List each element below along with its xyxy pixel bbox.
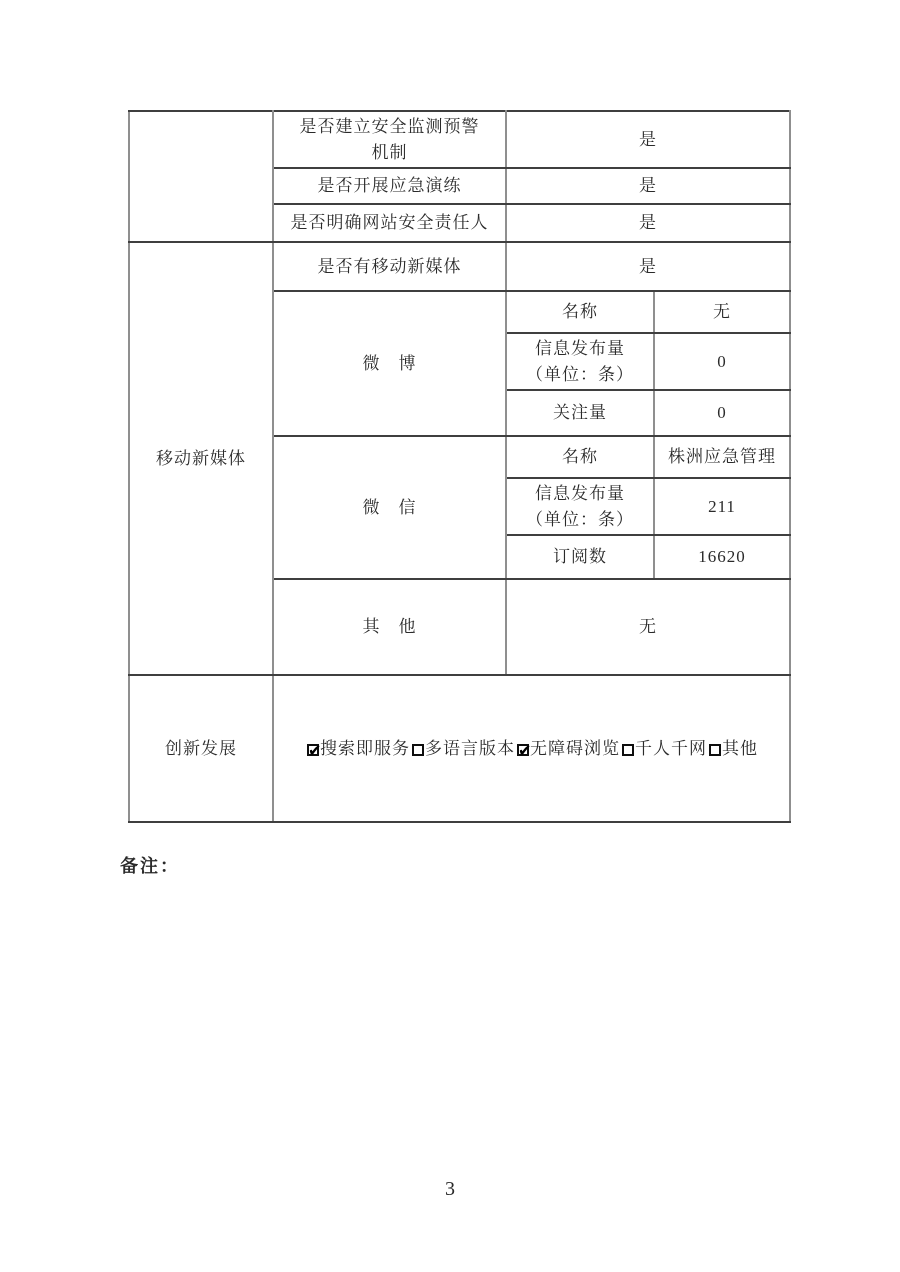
innovation-checkbox-0	[307, 744, 319, 756]
table-row	[129, 675, 790, 822]
weibo-name-value: 无	[654, 291, 790, 333]
innovation-option-label: 多语言版本	[425, 738, 515, 758]
page-number: 3	[445, 1178, 455, 1200]
table-row	[129, 111, 790, 168]
innovation-checkbox-2	[517, 744, 529, 756]
innovation-option-label: 其他	[722, 738, 758, 758]
wechat-label: 微 信	[273, 436, 506, 579]
innovation-checkbox-4	[709, 744, 721, 756]
wechat-name-value: 株洲应急管理	[654, 436, 790, 478]
wechat-subscribers-label: 订阅数	[506, 535, 654, 579]
weibo-followers-value: 0	[654, 390, 790, 436]
security-monitor-label: 是否建立安全监测预警机制	[299, 117, 480, 162]
innovation-option-label: 无障碍浏览	[530, 738, 620, 758]
wechat-subscribers-value: 16620	[654, 535, 790, 579]
weibo-followers-label: 关注量	[506, 390, 654, 436]
has-mobile-media-label: 是否有移动新媒体	[273, 242, 506, 291]
wechat-posts-label	[506, 478, 654, 535]
security-monitor-value: 是	[506, 111, 790, 168]
wechat-posts-label-line2: （单位：条）	[526, 509, 634, 529]
weibo-posts-label-line2: （单位：条）	[526, 364, 634, 384]
security-officer-value: 是	[506, 204, 790, 242]
weibo-posts-label	[506, 333, 654, 390]
innovation-checkbox-1	[412, 744, 424, 756]
weibo-posts-label-line1: 信息发布量	[535, 339, 625, 358]
innovation-option-label: 千人千网	[635, 738, 707, 758]
weibo-posts-value: 0	[654, 333, 790, 390]
wechat-posts-value: 211	[654, 478, 790, 535]
table-row	[129, 242, 790, 291]
section-label-innovation: 创新发展	[129, 675, 273, 822]
wechat-posts-label-line1: 信息发布量	[535, 484, 625, 503]
security-officer-label: 是否明确网站安全责任人	[273, 204, 506, 242]
notes-label: 备注：	[120, 856, 180, 876]
emergency-drill-value: 是	[506, 168, 790, 204]
innovation-options-cell	[273, 675, 790, 822]
security-row-label	[273, 111, 506, 168]
innovation-option-other	[707, 736, 758, 762]
wechat-name-label: 名称	[506, 436, 654, 478]
other-media-label: 其 他	[273, 579, 506, 675]
weibo-label: 微 博	[273, 291, 506, 436]
innovation-option-search	[305, 736, 410, 762]
other-media-value: 无	[506, 579, 790, 675]
innovation-options	[278, 736, 785, 762]
innovation-option-label: 搜索即服务	[320, 738, 410, 758]
emergency-drill-label: 是否开展应急演练	[273, 168, 506, 204]
innovation-option-accessibility	[515, 736, 620, 762]
innovation-option-personalized	[620, 736, 707, 762]
section-label-mobile-media: 移动新媒体	[129, 242, 273, 675]
innovation-checkbox-3	[622, 744, 634, 756]
section-cell-empty	[129, 111, 273, 242]
weibo-name-label: 名称	[506, 291, 654, 333]
innovation-option-multilang	[410, 736, 515, 762]
annual-report-table	[128, 110, 791, 823]
has-mobile-media-value: 是	[506, 242, 790, 291]
